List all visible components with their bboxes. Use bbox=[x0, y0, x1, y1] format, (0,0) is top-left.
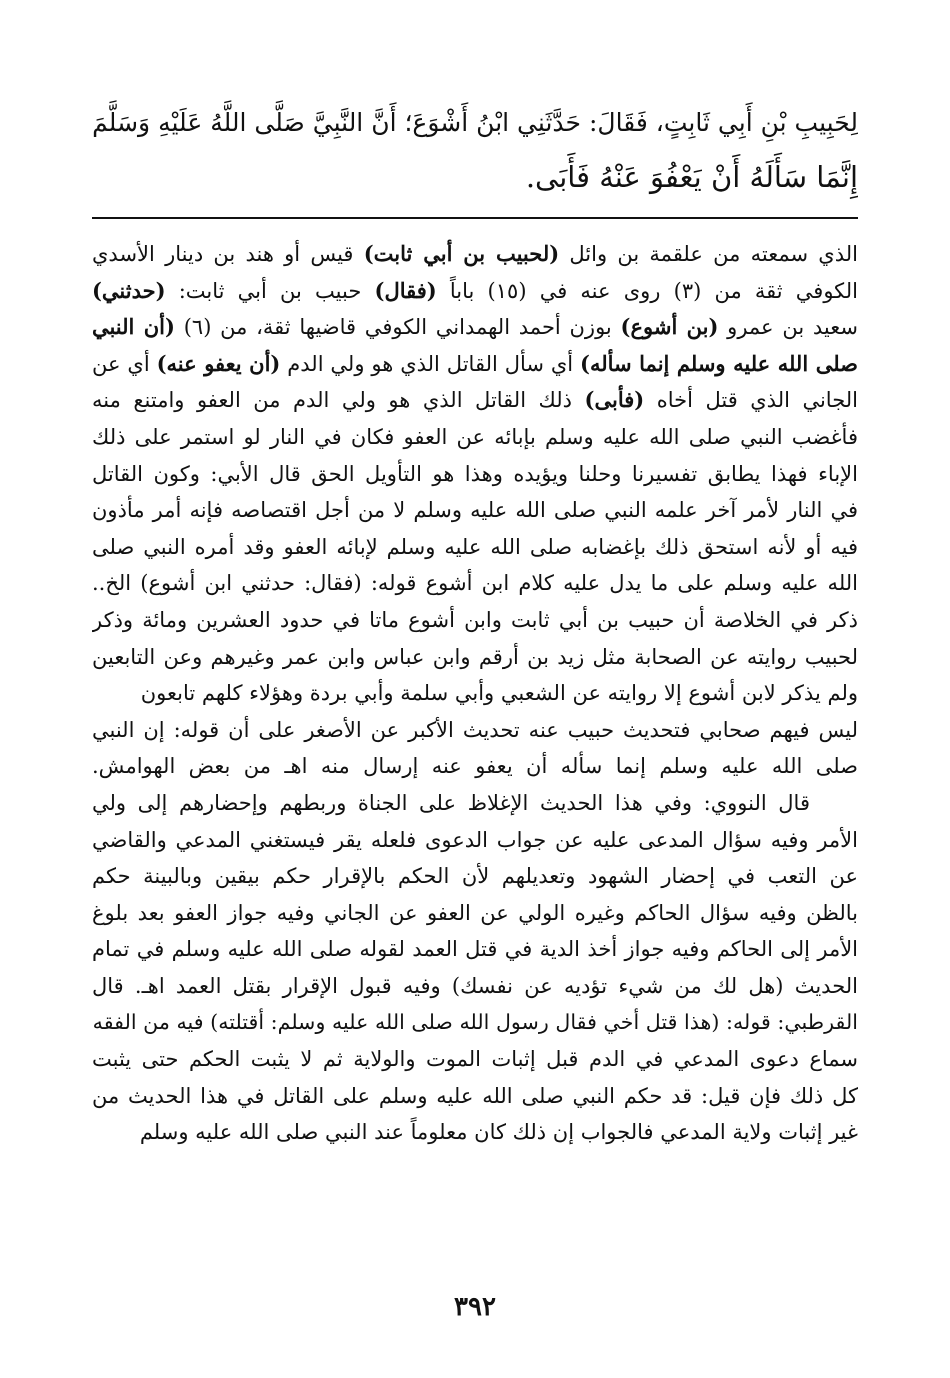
commentary-line bbox=[92, 419, 858, 456]
commentary-text bbox=[92, 236, 858, 1151]
text-run: سماع دعوى المدعي في الدم قبل إثبات الموت والولاية ثم لا يثبت الحكم حتى يثبت bbox=[92, 1047, 858, 1072]
bold-quote: (حدثني) bbox=[92, 277, 166, 303]
commentary-line bbox=[92, 822, 858, 859]
commentary-line bbox=[92, 1004, 858, 1041]
text-run: الذي سمعته من علقمة بن وائل bbox=[559, 242, 858, 266]
commentary-line bbox=[92, 236, 858, 273]
commentary-line bbox=[92, 968, 858, 1005]
bold-quote: صلى الله عليه وسلم إنما سأله) bbox=[580, 350, 858, 376]
text-run: القرطبي: قوله: (هذا قتل أخي فقال رسول الله صلى الله عليه وسلم: أقتلته) فيه من الفقه bbox=[92, 1010, 858, 1035]
text-run: عن التعب في إحضار الشهود وتعديلهم لأن الحكم بالإقرار حكم بيقين وبالبينة حكم bbox=[92, 864, 858, 889]
text-run: فأغضب النبي صلى الله عليه وسلم بإبائه عن العفو فكان في النار لو استمر على ذلك bbox=[92, 424, 858, 449]
text-run: ذكر في الخلاصة أن حبيب بن أبي ثابت وابن أشوع ماتا في حدود العشرين ومائة وذكر bbox=[92, 607, 858, 632]
bold-quote: (أن يعفو عنه) bbox=[156, 350, 281, 376]
text-run: أي عن bbox=[92, 351, 157, 376]
commentary-line bbox=[92, 1078, 858, 1115]
bold-quote: (بن أشوع) bbox=[620, 314, 719, 340]
commentary-line bbox=[92, 675, 858, 712]
commentary-line bbox=[92, 602, 858, 639]
bold-quote: (فأبى) bbox=[584, 387, 645, 413]
text-run: أي سأل القاتل الذي هو ولي الدم bbox=[280, 351, 581, 376]
bold-quote: (أن النبي bbox=[92, 314, 175, 340]
commentary-line bbox=[92, 456, 858, 493]
text-run: بالظن وفيه سؤال الحاكم وغيره الولي عن العفو عن الجاني وفيه جواز العفو بعد بلوغ bbox=[92, 900, 858, 925]
commentary-line bbox=[92, 529, 858, 566]
text-run: صلى الله عليه وسلم إنما سأله أن يعفو عنه إرسال منه اهـ من بعض الهوامش. bbox=[92, 754, 858, 779]
text-run: لحبيب روايته عن الصحابة مثل زيد بن أرقم وابن عباس وابن عمر وغيرهم وعن التابعين bbox=[92, 644, 858, 669]
text-run: الكوفي ثقة من (٣) روى عنه في (١٥) باباً bbox=[436, 278, 858, 303]
commentary-line bbox=[92, 1114, 858, 1151]
text-run: الأمر وفيه سؤال المدعى عليه عن جواب الدعوى فلعله يقر فيستغني المدعي والقاضي bbox=[92, 827, 858, 852]
page-number: ٣٩٢ bbox=[454, 1292, 496, 1322]
text-run: كل ذلك فإن قيل: قد حكم النبي صلى الله عليه وسلم على القاتل في هذا الحديث من bbox=[92, 1083, 858, 1108]
hadith-text bbox=[92, 96, 858, 204]
text-run: بوزن أحمد الهمداني الكوفي قاضيها ثقة، من (٦) bbox=[174, 315, 621, 340]
text-run: الله عليه وسلم على ما يدل عليه كلام ابن أشوع قوله: (فقال: حدثني ابن أشوع) الخ.. bbox=[92, 571, 858, 596]
text-run: ليس فيهم صحابي فتحديث حبيب عنه تحديث الأكبر عن الأصغر على أن قوله: إن النبي bbox=[92, 717, 858, 742]
text-run: ذلك القاتل الذي هو ولي الدم من العفو وامتنع منه bbox=[92, 388, 585, 413]
commentary-line bbox=[92, 858, 858, 895]
text-run: في النار لأمر آخر علمه النبي صلى الله عليه وسلم لا من أجل اقتصاصه فإنه أمر مأذون bbox=[92, 498, 858, 523]
commentary-line bbox=[92, 382, 858, 419]
commentary-line bbox=[92, 1041, 858, 1078]
commentary-line bbox=[92, 346, 858, 383]
bold-quote: (لحبيب بن أبي ثابت) bbox=[363, 241, 560, 266]
text-run: الأمر إلى الحاكم وفيه جواز أخذ الدية في قتل العمد لقوله صلى الله عليه وسلم في تمام bbox=[92, 937, 858, 962]
text-run: ولم يذكر لابن أشوع إلا روايته عن الشعبي وأبي سلمة وأبي بردة وهؤلاء كلهم تابعون bbox=[140, 681, 858, 706]
commentary-line bbox=[92, 931, 858, 968]
text-run: الجاني الذي قتل أخاه bbox=[644, 388, 858, 413]
text-run: الحديث (هل لك من شيء تؤديه عن نفسك) وفيه قبول الإقرار بقتل العمد اهـ. قال bbox=[92, 973, 858, 998]
text-run: سعيد بن عمرو bbox=[718, 315, 858, 340]
hadith-line: إِنَّمَا سَأَلَهُ أَنْ يَعْفُوَ عَنْهُ فَأَبَى. bbox=[525, 160, 858, 194]
text-run: الإباء فهذا يطابق تفسيرنا وحلنا ويؤيده وهذا هو التأويل الحق قال الأبي: وكون القاتل bbox=[92, 461, 858, 486]
commentary-line bbox=[92, 273, 858, 310]
commentary-line bbox=[92, 639, 858, 676]
text-run: فيه أو لأنه استحق ذلك بإغضابه صلى الله عليه وسلم لإبائه العفو وقد أمره النبي صلى bbox=[92, 534, 858, 559]
commentary-line bbox=[92, 748, 858, 785]
text-run: قال النووي: وفي هذا الحديث الإغلاظ على الجناة وربطهم وإحضارهم إلى ولي bbox=[92, 790, 810, 815]
separator-rule bbox=[92, 217, 858, 219]
commentary-line bbox=[92, 565, 858, 602]
commentary-line bbox=[92, 712, 858, 749]
hadith-line: لِحَبِيبِ بْنِ أَبِي ثَابِتٍ، فَقَالَ: حَدَّثَنِي ابْنُ أَشْوَعَ؛ أَنَّ النَّبِيَّ صَلَّى اللَّهُ عَلَيْهِ وَسَلَّمَ bbox=[92, 108, 858, 137]
text-run: قيس أو هند بن دينار الأسدي bbox=[92, 242, 364, 266]
bold-quote: (فقال) bbox=[374, 277, 437, 303]
commentary-line bbox=[92, 895, 858, 932]
commentary-line bbox=[92, 492, 858, 529]
text-run: حبيب بن أبي ثابت: bbox=[165, 278, 375, 303]
text-run: غير إثبات ولاية المدعي فالجواب إن ذلك كان معلوماً عند النبي صلى الله عليه وسلم bbox=[139, 1120, 858, 1145]
commentary-line bbox=[92, 785, 858, 822]
commentary-line bbox=[92, 309, 858, 346]
